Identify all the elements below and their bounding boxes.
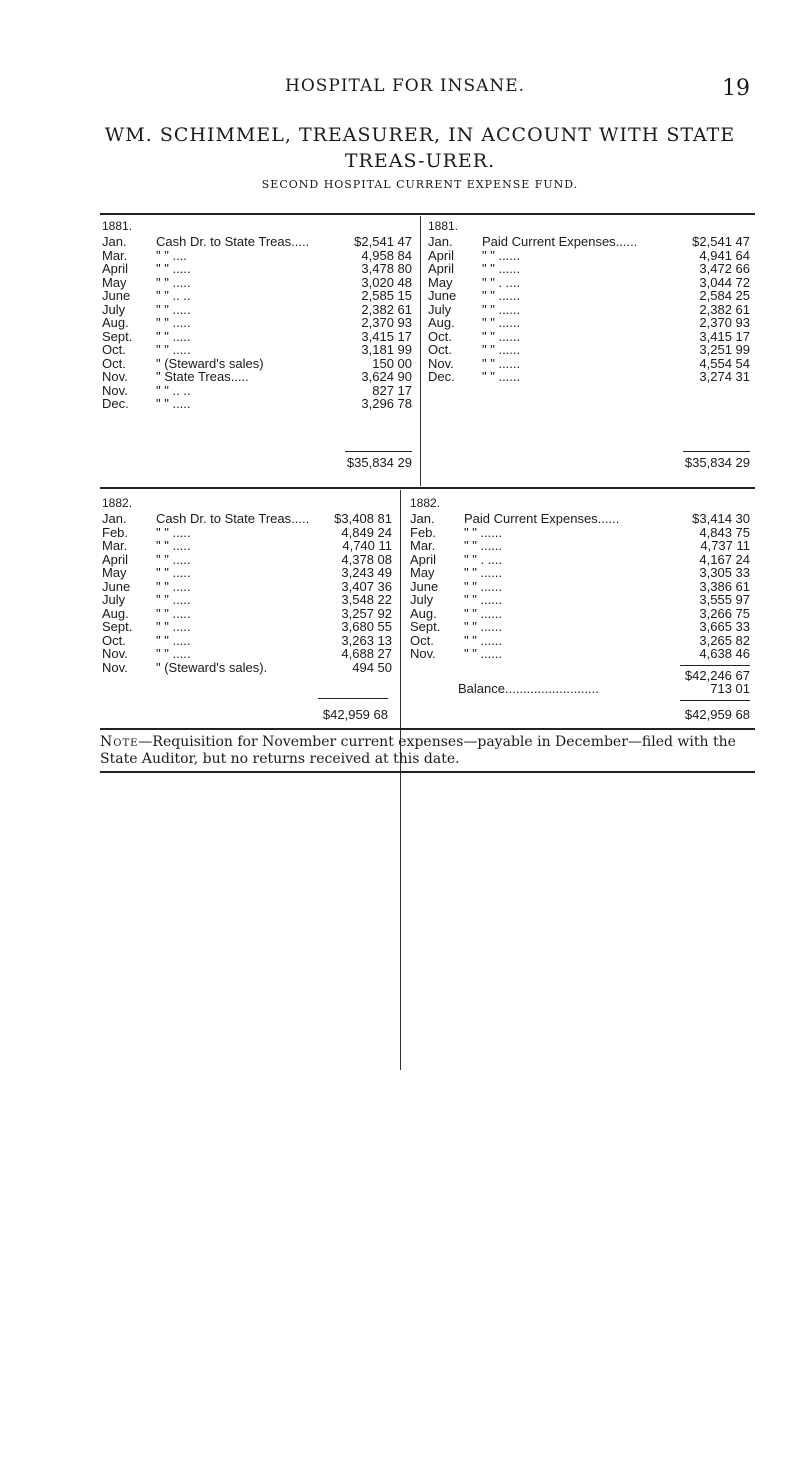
ledger-1882-debits <box>102 497 392 674</box>
row-amount: 3,624 90 <box>361 369 412 384</box>
row-amount: 4,941 64 <box>699 247 750 263</box>
ledger-row <box>102 343 412 357</box>
row-month: Nov. <box>102 382 128 398</box>
balance-label: Balance.......................... <box>458 681 599 696</box>
total-rule <box>680 700 750 701</box>
ledger-row <box>410 526 750 540</box>
ledger-1881-credits-total: $35,834 29 <box>684 455 750 470</box>
ledger-row <box>428 370 750 384</box>
row-description: " " ..... <box>156 565 191 580</box>
row-description: " " .... <box>156 247 187 263</box>
row-amount: 3,296 78 <box>361 396 412 411</box>
column-divider-1882 <box>400 490 401 1070</box>
row-month: Jan. <box>428 234 453 249</box>
row-amount: 2,585 15 <box>361 288 412 303</box>
row-amount: 3,263 13 <box>341 632 392 648</box>
row-description: " " ..... <box>156 342 191 357</box>
ledger-row <box>428 249 750 263</box>
row-description: Cash Dr. to State Treas..... <box>156 511 310 526</box>
table-top-rule <box>100 213 755 215</box>
row-description: " " ..... <box>156 538 191 553</box>
row-description: " " . .... <box>464 551 503 567</box>
row-amount: 4,737 11 <box>700 538 750 553</box>
row-description: " " ...... <box>464 592 503 607</box>
row-description: " " ...... <box>482 261 521 276</box>
row-description: Paid Current Expenses...... <box>482 234 638 249</box>
ledger-row <box>102 397 412 411</box>
row-description: " " ..... <box>156 301 191 317</box>
row-month: Jan. <box>102 511 127 526</box>
row-amount: 3,181 99 <box>361 342 412 357</box>
ledger-row <box>428 235 750 249</box>
row-month: Feb. <box>410 524 437 540</box>
footnote <box>100 734 760 768</box>
ledger-row <box>410 553 750 567</box>
row-month: Nov. <box>102 646 128 661</box>
row-amount: 3,665 33 <box>699 619 750 634</box>
ledger-row <box>410 512 750 526</box>
row-amount: 3,274 31 <box>699 369 750 384</box>
ledger-1882-credits <box>410 497 750 661</box>
ledger-1881-debits-total: $35,834 29 <box>346 455 412 470</box>
row-amount: 3,386 61 <box>699 578 750 594</box>
row-amount: 827 17 <box>372 382 412 398</box>
row-amount: 3,305 33 <box>699 565 750 580</box>
row-month: May <box>102 565 127 580</box>
row-description: " " ..... <box>156 605 191 621</box>
row-description: " " ...... <box>482 301 521 317</box>
row-month: May <box>428 274 453 290</box>
row-amount: 2,370 93 <box>699 315 750 330</box>
row-description: " " ..... <box>156 524 191 540</box>
year-label: 1881. <box>428 219 459 233</box>
row-amount: 4,849 24 <box>341 524 392 540</box>
note-heading: Note <box>100 734 139 750</box>
row-amount: 3,251 99 <box>699 342 750 357</box>
row-amount: 3,555 97 <box>699 592 750 607</box>
row-month: Sept. <box>102 328 133 344</box>
row-amount: 4,740 11 <box>342 538 392 553</box>
ledger-1881-debits <box>102 220 412 411</box>
ledger-row <box>410 620 750 634</box>
row-amount: 2,382 61 <box>699 301 750 317</box>
row-month: April <box>102 261 129 276</box>
ledger-row <box>102 647 392 661</box>
subtotal-rule <box>680 665 750 666</box>
row-description: " " ...... <box>464 632 503 648</box>
row-month: Nov. <box>102 369 128 384</box>
year-label: 1882. <box>410 496 441 510</box>
ledger-row <box>102 330 412 344</box>
ledger-row <box>410 607 750 621</box>
ledger-row <box>102 607 392 621</box>
row-description: " " ...... <box>464 646 503 661</box>
balance-line <box>458 682 750 696</box>
row-month: Sept. <box>410 619 441 634</box>
row-description: " " ..... <box>156 578 191 594</box>
row-description: " " .. .. <box>156 288 191 303</box>
row-month: Oct. <box>102 355 126 371</box>
row-description: " " ...... <box>464 578 503 594</box>
table-mid-rule <box>100 487 755 489</box>
row-amount: $3,408 81 <box>334 511 392 526</box>
row-amount: 4,843 75 <box>699 524 750 540</box>
row-month: Oct. <box>428 342 452 357</box>
row-description: " " ..... <box>156 274 191 290</box>
row-month: Nov. <box>410 646 436 661</box>
row-description: " " .. .. <box>156 382 191 398</box>
row-description: " " ...... <box>464 605 503 621</box>
row-amount: 4,958 84 <box>361 247 412 263</box>
ledger-row <box>102 289 412 303</box>
ledger-row <box>410 539 750 553</box>
ledger-row <box>102 566 392 580</box>
ledger-row <box>102 593 392 607</box>
row-month: June <box>410 578 439 594</box>
row-month: Feb. <box>102 524 129 540</box>
row-amount: 494 50 <box>352 659 392 675</box>
document-title: WM. SCHIMMEL, TREASURER, IN ACCOUNT WITH STATE TREAS-URER. <box>104 124 736 172</box>
row-description: Paid Current Expenses...... <box>464 511 620 526</box>
page-bottom-rule <box>100 771 755 773</box>
row-amount: 150 00 <box>372 355 412 371</box>
row-month: April <box>428 261 455 276</box>
row-month: Oct. <box>102 342 126 357</box>
row-description: " State Treas..... <box>156 369 249 384</box>
row-description: " " ..... <box>156 315 191 330</box>
row-amount: $2,541 47 <box>692 234 750 249</box>
row-month: July <box>102 301 126 317</box>
row-month: Mar. <box>410 538 436 553</box>
year-label: 1882. <box>102 496 133 510</box>
row-month: July <box>410 592 434 607</box>
ledger-row <box>428 289 750 303</box>
row-amount: 4,688 27 <box>341 646 392 661</box>
row-description: " " ...... <box>464 565 503 580</box>
ledger-1881-credits <box>428 220 750 384</box>
row-month: June <box>102 578 131 594</box>
total-rule <box>683 451 750 452</box>
row-month: Dec. <box>428 369 455 384</box>
row-amount: 3,265 82 <box>699 632 750 648</box>
row-month: Jan. <box>410 511 435 526</box>
ledger-row <box>102 634 392 648</box>
row-month: Aug. <box>102 315 129 330</box>
ledger-row <box>102 316 412 330</box>
row-month: Aug. <box>428 315 455 330</box>
row-month: April <box>410 551 437 567</box>
row-description: " (Steward's sales) <box>156 355 264 371</box>
row-amount: 3,548 22 <box>341 592 392 607</box>
row-month: May <box>410 565 435 580</box>
row-description: " " ...... <box>482 315 521 330</box>
row-month: Nov. <box>102 659 128 675</box>
ledger-row <box>428 330 750 344</box>
ledger-row <box>102 303 412 317</box>
row-amount: 3,243 49 <box>341 565 392 580</box>
ledger-row <box>102 357 412 371</box>
ledger-row <box>102 262 412 276</box>
ledger-row <box>102 512 392 526</box>
row-description: " " ...... <box>482 342 521 357</box>
row-month: June <box>102 288 131 303</box>
row-description: " " ..... <box>156 328 191 344</box>
ledger-row <box>102 539 392 553</box>
row-amount: 2,584 25 <box>699 288 750 303</box>
document-subtitle: SECOND HOSPITAL CURRENT EXPENSE FUND. <box>261 178 579 191</box>
row-amount: 3,415 17 <box>361 328 412 344</box>
ledger-1882-credits-subtotal: $42,246 67 <box>684 668 750 683</box>
page-header <box>100 76 750 104</box>
ledger-row <box>102 661 392 675</box>
row-month: Jan. <box>102 234 127 249</box>
ledger-row <box>102 553 392 567</box>
ledger-rows <box>102 235 412 411</box>
row-amount: 3,680 55 <box>341 619 392 634</box>
ledger-row <box>102 370 412 384</box>
ledger-row <box>428 316 750 330</box>
balance-amount: 713 01 <box>710 681 750 696</box>
row-amount: 3,472 66 <box>699 261 750 276</box>
ledger-row <box>428 343 750 357</box>
row-amount: 3,415 17 <box>699 328 750 344</box>
row-month: June <box>428 288 457 303</box>
row-description: " " ..... <box>156 551 191 567</box>
row-amount: 2,370 93 <box>361 315 412 330</box>
table-bottom-rule <box>100 728 755 730</box>
row-description: " " ..... <box>156 619 191 634</box>
ledger-row <box>102 249 412 263</box>
ledger-row <box>410 566 750 580</box>
running-head: HOSPITAL FOR INSANE. <box>285 76 526 96</box>
ledger-rows <box>102 512 392 674</box>
row-amount: 3,407 36 <box>341 578 392 594</box>
row-description: " " ..... <box>156 632 191 648</box>
row-month: May <box>102 274 127 290</box>
ledger-rows <box>428 235 750 384</box>
column-divider-1881 <box>420 216 421 486</box>
row-month: Oct. <box>410 632 434 648</box>
row-description: " " ...... <box>482 355 521 371</box>
row-description: " " ..... <box>156 396 191 411</box>
row-description: " " ..... <box>156 646 191 661</box>
ledger-row <box>410 647 750 661</box>
row-month: Mar. <box>102 247 128 263</box>
row-amount: 4,638 46 <box>699 646 750 661</box>
row-description: " " ...... <box>482 288 521 303</box>
row-description: " " ...... <box>464 524 503 540</box>
row-description: " " ...... <box>464 619 503 634</box>
row-month: Aug. <box>102 605 129 621</box>
row-amount: 3,257 92 <box>341 605 392 621</box>
row-month: April <box>102 551 129 567</box>
row-description: " " . .... <box>482 274 521 290</box>
row-month: Aug. <box>410 605 437 621</box>
year-label: 1881. <box>102 219 133 233</box>
total-rule <box>318 698 388 699</box>
row-amount: 3,478 80 <box>361 261 412 276</box>
row-description: " (Steward's sales). <box>156 659 268 675</box>
ledger-row <box>428 357 750 371</box>
ledger-row <box>410 593 750 607</box>
ledger-row <box>428 303 750 317</box>
row-month: Nov. <box>428 355 454 371</box>
page-number: 19 <box>722 76 750 101</box>
row-description: " " ...... <box>482 328 521 344</box>
row-amount: 4,378 08 <box>341 551 392 567</box>
ledger-row <box>428 276 750 290</box>
row-description: " " ...... <box>482 369 521 384</box>
ledger-row <box>102 526 392 540</box>
row-month: Mar. <box>102 538 128 553</box>
ledger-row <box>410 580 750 594</box>
ledger-row <box>102 276 412 290</box>
row-month: July <box>102 592 126 607</box>
ledger-row <box>102 384 412 398</box>
row-description: " " ..... <box>156 261 191 276</box>
row-month: Sept. <box>102 619 133 634</box>
row-amount: $3,414 30 <box>692 511 750 526</box>
note-body: —Requisition for November current expenses—payable in December—filed with the State Auditor, but no returns received at this date. <box>100 734 736 767</box>
ledger-rows <box>410 512 750 661</box>
row-amount: 3,020 48 <box>361 274 412 290</box>
row-month: Oct. <box>428 328 452 344</box>
ledger-row <box>428 262 750 276</box>
row-month: Dec. <box>102 396 129 411</box>
row-amount: 2,382 61 <box>361 301 412 317</box>
row-amount: 3,044 72 <box>699 274 750 290</box>
row-month: April <box>428 247 455 263</box>
ledger-row <box>102 580 392 594</box>
ledger-1882-credits-total: $42,959 68 <box>684 707 750 722</box>
row-month: Oct. <box>102 632 126 648</box>
row-month: July <box>428 301 452 317</box>
row-description: " " ...... <box>482 247 521 263</box>
ledger-row <box>102 235 412 249</box>
row-amount: $2,541 47 <box>354 234 412 249</box>
ledger-row <box>410 634 750 648</box>
row-description: " " ...... <box>464 538 503 553</box>
total-rule <box>345 451 412 452</box>
ledger-1882-debits-total: $42,959 68 <box>322 707 388 722</box>
row-description: " " ..... <box>156 592 191 607</box>
row-description: Cash Dr. to State Treas..... <box>156 234 310 249</box>
row-amount: 3,266 75 <box>699 605 750 621</box>
ledger-row <box>102 620 392 634</box>
row-amount: 4,167 24 <box>699 551 750 567</box>
row-amount: 4,554 54 <box>699 355 750 371</box>
